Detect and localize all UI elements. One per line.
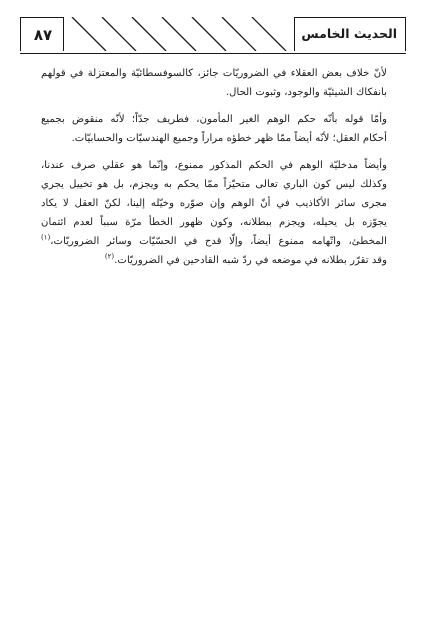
text-line: وأمّا قوله بأنّه حكم الوهم الغير المأمون، فطريف جدّاً؛ لأنّه منقوض بجميع: [41, 114, 387, 125]
text-line: وكذلك ليس كون الباري تعالى متحيّزاً ممّا يحكم به ويجزم، بل هو تخييل يجري: [41, 179, 387, 190]
header-decoration: [64, 17, 294, 51]
text-line: مجرى سائر الأكاذيب في أنّ الوهم وإن صوّره وخيّله إلينا، لكنّ العقل لا يكاد: [41, 198, 387, 209]
paragraph-2: [41, 110, 387, 148]
running-title-box: [294, 17, 406, 51]
paragraph-1: [41, 64, 387, 102]
text-line: [41, 232, 387, 251]
footnote-marker: (٢): [104, 252, 115, 261]
text-segment: وقد تقرّر بطلانه في موضعه في ردّ شبه القادحين في الضروريّات.: [114, 255, 387, 266]
page-number: ٨٧: [33, 26, 53, 44]
paragraph-3: [41, 156, 387, 270]
text-segment: المخطئ، واتّهامه ممنوع أيضاً، وإلّا قدح في الحسّيّات وسائر الضروريّات،: [50, 236, 387, 247]
text-line: أحكام العقل؛ لأنّه أيضاً ممّا ظهر خطؤه مراراً وجميع الهندسيّات والحسابيّات.: [71, 133, 387, 144]
text-line: يجوّزه بل يحيله، ويجزم ببطلانه، وكون ظهور الخطأ مرّة سبباً لعدم ائتمان: [41, 217, 387, 228]
running-header: [20, 17, 406, 54]
running-title: الحديث الخامس: [301, 26, 397, 41]
text-line: وأيضاً مدخليّة الوهم في الحكم المذكور ممنوع، وإنّما هو عقلي صرف عندنا،: [41, 160, 387, 171]
text-line: لأنّ خلاف بعض العقلاء في الضروريّات جائز، كالسوفسطائيّة والمعتزلة في قولهم: [41, 68, 387, 79]
text-line: بانفكاك الشيئيّة والوجود، وثبوت الحال.: [225, 87, 387, 98]
page-number-box: [20, 17, 64, 51]
text-line: [41, 251, 387, 270]
body-text: [41, 64, 387, 270]
footnote-marker: (١): [41, 233, 51, 242]
